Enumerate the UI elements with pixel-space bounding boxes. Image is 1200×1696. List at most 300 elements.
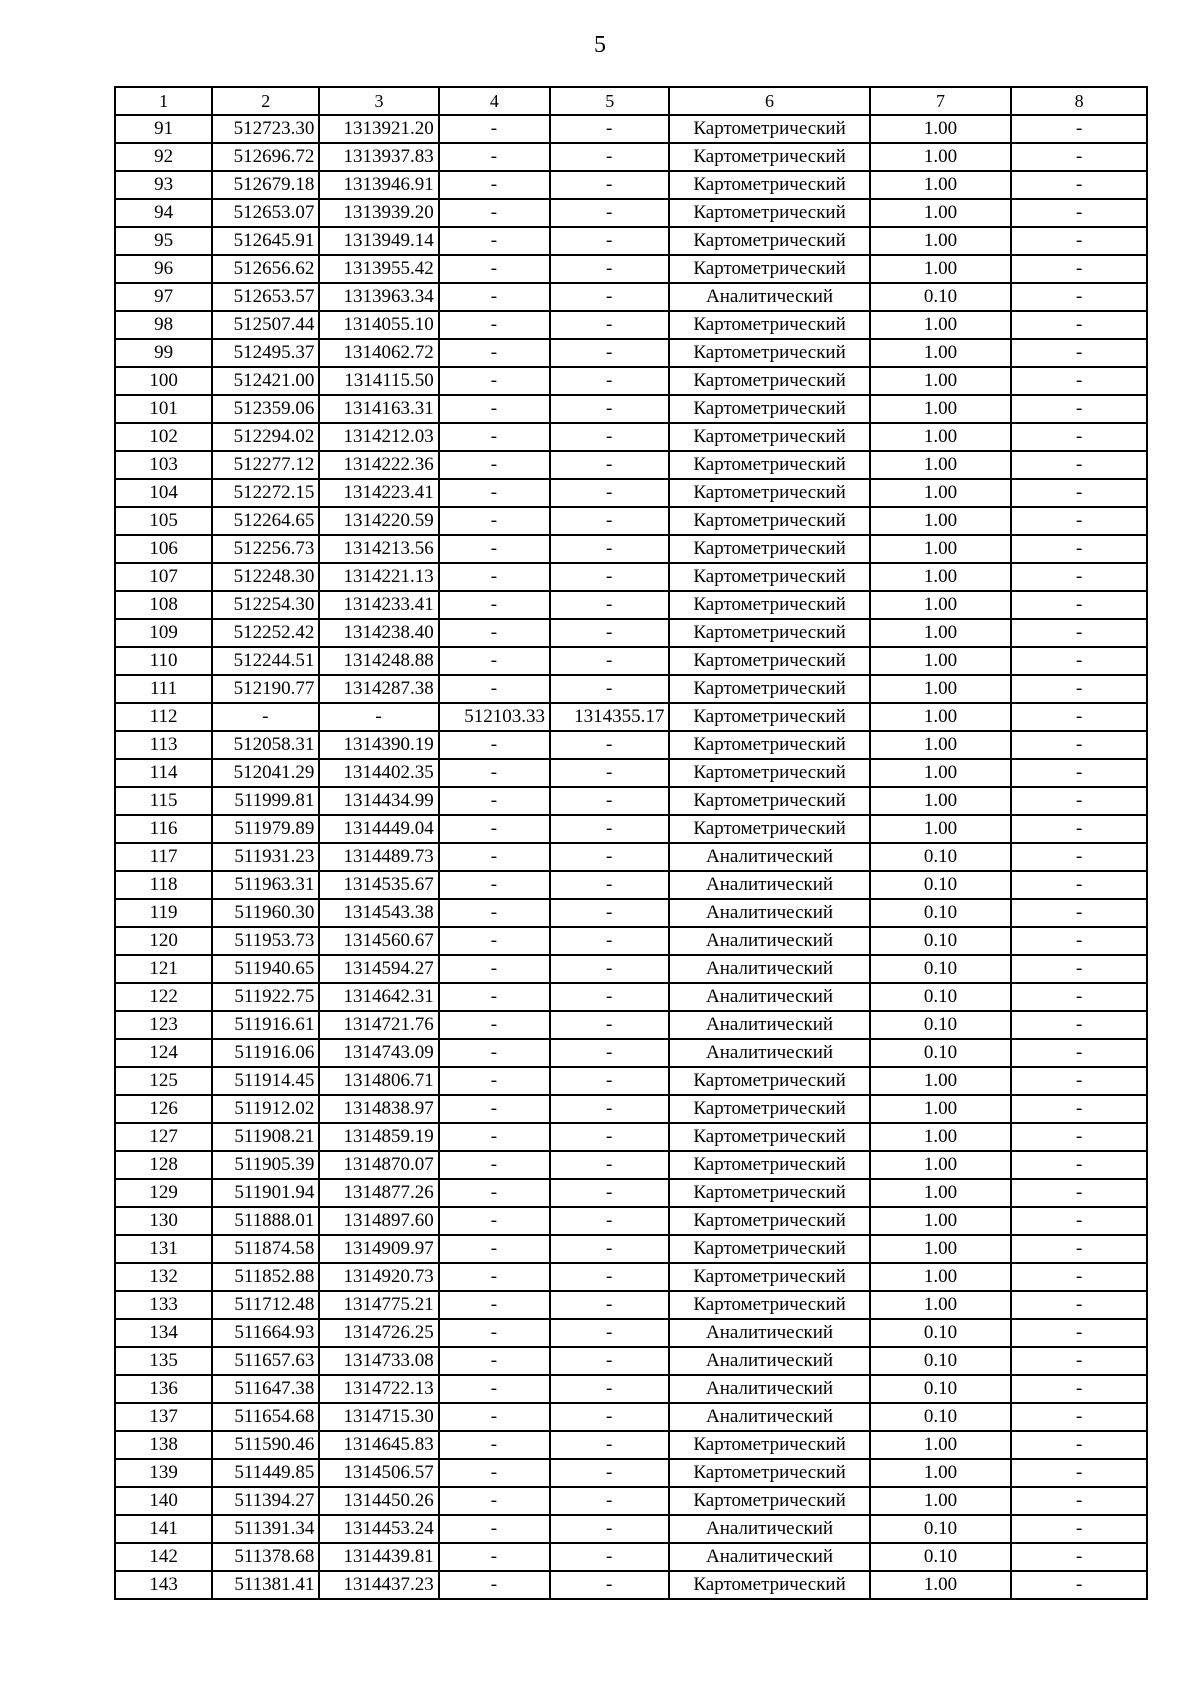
- table-cell-col-6: Картометрический: [669, 1487, 869, 1515]
- table-cell-col-3: 1314434.99: [319, 787, 438, 815]
- table-cell-col-2: 512244.51: [212, 647, 319, 675]
- table-cell-col-8: -: [1011, 1431, 1147, 1459]
- table-cell-col-5: -: [550, 871, 669, 899]
- table-cell-col-6: Аналитический: [669, 1011, 869, 1039]
- table-cell-col-2: 512041.29: [212, 759, 319, 787]
- table-cell-col-3: 1314645.83: [319, 1431, 438, 1459]
- table-cell-col-3: 1314489.73: [319, 843, 438, 871]
- table-row: [115, 1291, 1147, 1319]
- table-cell-col-3: 1314212.03: [319, 423, 438, 451]
- table-cell-col-5: -: [550, 283, 669, 311]
- table-cell-col-6: Картометрический: [669, 199, 869, 227]
- table-row: [115, 1151, 1147, 1179]
- table-row: [115, 1011, 1147, 1039]
- table-cell-col-7: 1.00: [870, 507, 1012, 535]
- table-row: [115, 367, 1147, 395]
- table-cell-col-8: -: [1011, 1291, 1147, 1319]
- table-row: [115, 1263, 1147, 1291]
- table-row: [115, 731, 1147, 759]
- table-cell-col-4: -: [439, 927, 550, 955]
- table-cell-col-4: -: [439, 1431, 550, 1459]
- table-cell-col-5: -: [550, 675, 669, 703]
- table-cell-col-3: 1314877.26: [319, 1179, 438, 1207]
- table-cell-col-5: -: [550, 1291, 669, 1319]
- table-row: [115, 591, 1147, 619]
- table-row: [115, 255, 1147, 283]
- table-cell-col-4: -: [439, 1347, 550, 1375]
- table-cell-col-5: -: [550, 1571, 669, 1599]
- table-cell-col-4: -: [439, 1403, 550, 1431]
- table-row: [115, 955, 1147, 983]
- table-cell-col-3: 1314222.36: [319, 451, 438, 479]
- table-cell-col-1: 118: [115, 871, 212, 899]
- table-cell-col-6: Картометрический: [669, 647, 869, 675]
- table-cell-col-8: -: [1011, 983, 1147, 1011]
- table-cell-col-3: 1314437.23: [319, 1571, 438, 1599]
- table-cell-col-4: -: [439, 339, 550, 367]
- table-cell-col-2: 511664.93: [212, 1319, 319, 1347]
- table-cell-col-5: -: [550, 1179, 669, 1207]
- table-cell-col-7: 1.00: [870, 479, 1012, 507]
- table-cell-col-7: 0.10: [870, 1039, 1012, 1067]
- table-cell-col-6: Картометрический: [669, 1459, 869, 1487]
- table-cell-col-3: 1313939.20: [319, 199, 438, 227]
- table-cell-col-3: 1314213.56: [319, 535, 438, 563]
- table-cell-col-1: 133: [115, 1291, 212, 1319]
- table-cell-col-8: -: [1011, 227, 1147, 255]
- table-cell-col-4: -: [439, 871, 550, 899]
- table-cell-col-2: 512277.12: [212, 451, 319, 479]
- table-cell-col-8: -: [1011, 1067, 1147, 1095]
- table-cell-col-1: 95: [115, 227, 212, 255]
- table-cell-col-7: 1.00: [870, 115, 1012, 143]
- table-cell-col-7: 1.00: [870, 199, 1012, 227]
- table-row: [115, 143, 1147, 171]
- table-cell-col-6: Картометрический: [669, 507, 869, 535]
- table-cell-col-6: Картометрический: [669, 1095, 869, 1123]
- table-cell-col-3: 1314449.04: [319, 815, 438, 843]
- table-cell-col-1: 139: [115, 1459, 212, 1487]
- table-row: [115, 1403, 1147, 1431]
- table-cell-col-1: 119: [115, 899, 212, 927]
- table-cell-col-1: 124: [115, 1039, 212, 1067]
- table-cell-col-7: 0.10: [870, 1375, 1012, 1403]
- table-cell-col-6: Картометрический: [669, 1291, 869, 1319]
- table-row: [115, 535, 1147, 563]
- table-cell-col-2: 512653.07: [212, 199, 319, 227]
- table-cell-col-8: -: [1011, 255, 1147, 283]
- table-row: [115, 675, 1147, 703]
- table-cell-col-3: 1314909.97: [319, 1235, 438, 1263]
- table-cell-col-7: 1.00: [870, 367, 1012, 395]
- table-cell-col-6: Аналитический: [669, 955, 869, 983]
- table-cell-col-3: 1314233.41: [319, 591, 438, 619]
- table-row: [115, 1123, 1147, 1151]
- table-cell-col-1: 112: [115, 703, 212, 731]
- table-row: [115, 1459, 1147, 1487]
- table-row: [115, 311, 1147, 339]
- table-cell-col-5: -: [550, 955, 669, 983]
- table-cell-col-6: Картометрический: [669, 1151, 869, 1179]
- table-cell-col-3: 1314642.31: [319, 983, 438, 1011]
- table-cell-col-1: 91: [115, 115, 212, 143]
- table-cell-col-7: 0.10: [870, 1319, 1012, 1347]
- table-cell-col-2: 511922.75: [212, 983, 319, 1011]
- table-cell-col-1: 104: [115, 479, 212, 507]
- table-cell-col-2: 511905.39: [212, 1151, 319, 1179]
- table-cell-col-5: -: [550, 143, 669, 171]
- table-cell-col-2: 511888.01: [212, 1207, 319, 1235]
- table-cell-col-2: 512248.30: [212, 563, 319, 591]
- table-cell-col-4: -: [439, 1375, 550, 1403]
- table-cell-col-5: -: [550, 591, 669, 619]
- table-cell-col-1: 143: [115, 1571, 212, 1599]
- table-cell-col-5: -: [550, 1207, 669, 1235]
- table-cell-col-5: -: [550, 563, 669, 591]
- table-cell-col-1: 126: [115, 1095, 212, 1123]
- table-cell-col-8: -: [1011, 199, 1147, 227]
- table-cell-col-1: 92: [115, 143, 212, 171]
- table-cell-col-1: 120: [115, 927, 212, 955]
- table-cell-col-8: -: [1011, 507, 1147, 535]
- table-cell-col-1: 135: [115, 1347, 212, 1375]
- table-cell-col-3: 1314055.10: [319, 311, 438, 339]
- table-row: [115, 1515, 1147, 1543]
- table-row: [115, 1319, 1147, 1347]
- table-cell-col-2: 511914.45: [212, 1067, 319, 1095]
- table-cell-col-2: 511979.89: [212, 815, 319, 843]
- table-cell-col-8: -: [1011, 451, 1147, 479]
- table-cell-col-2: 511963.31: [212, 871, 319, 899]
- table-row: [115, 1487, 1147, 1515]
- table-cell-col-5: -: [550, 1235, 669, 1263]
- table-cell-col-4: 512103.33: [439, 703, 550, 731]
- table-cell-col-5: -: [550, 535, 669, 563]
- table-cell-col-7: 0.10: [870, 1347, 1012, 1375]
- table-cell-col-8: -: [1011, 143, 1147, 171]
- table-cell-col-7: 0.10: [870, 1515, 1012, 1543]
- page-number: 5: [594, 32, 606, 58]
- table-row: [115, 1179, 1147, 1207]
- table-cell-col-7: 1.00: [870, 1431, 1012, 1459]
- table-cell-col-1: 94: [115, 199, 212, 227]
- table-cell-col-2: 512507.44: [212, 311, 319, 339]
- table-row: [115, 871, 1147, 899]
- table-cell-col-7: 1.00: [870, 423, 1012, 451]
- table-cell-col-5: -: [550, 1123, 669, 1151]
- table-cell-col-7: 1.00: [870, 1459, 1012, 1487]
- table-cell-col-3: 1314859.19: [319, 1123, 438, 1151]
- table-cell-col-8: -: [1011, 1151, 1147, 1179]
- table-cell-col-3: 1314726.25: [319, 1319, 438, 1347]
- table-cell-col-1: 99: [115, 339, 212, 367]
- table-cell-col-6: Аналитический: [669, 1319, 869, 1347]
- table-cell-col-6: Картометрический: [669, 703, 869, 731]
- table-cell-col-2: 511449.85: [212, 1459, 319, 1487]
- table-cell-col-6: Аналитический: [669, 1375, 869, 1403]
- table-cell-col-6: Картометрический: [669, 227, 869, 255]
- table-cell-col-5: -: [550, 367, 669, 395]
- table-cell-col-4: -: [439, 395, 550, 423]
- table-cell-col-7: 1.00: [870, 731, 1012, 759]
- table-cell-col-3: 1314838.97: [319, 1095, 438, 1123]
- table-cell-col-8: -: [1011, 423, 1147, 451]
- table-cell-col-1: 93: [115, 171, 212, 199]
- table-cell-col-8: -: [1011, 1179, 1147, 1207]
- table-cell-col-2: 512495.37: [212, 339, 319, 367]
- table-cell-col-2: 512421.00: [212, 367, 319, 395]
- table-cell-col-5: -: [550, 1459, 669, 1487]
- table-cell-col-7: 0.10: [870, 955, 1012, 983]
- table-cell-col-3: 1314535.67: [319, 871, 438, 899]
- table-cell-col-4: -: [439, 1291, 550, 1319]
- table-cell-col-5: -: [550, 1515, 669, 1543]
- table-cell-col-7: 1.00: [870, 1487, 1012, 1515]
- table-cell-col-8: -: [1011, 1207, 1147, 1235]
- table-cell-col-4: -: [439, 815, 550, 843]
- table-cell-col-6: Аналитический: [669, 283, 869, 311]
- table-cell-col-7: 1.00: [870, 675, 1012, 703]
- table-cell-col-7: 1.00: [870, 1095, 1012, 1123]
- table-cell-col-7: 1.00: [870, 647, 1012, 675]
- table-cell-col-7: 1.00: [870, 171, 1012, 199]
- table-row: [115, 479, 1147, 507]
- table-cell-col-2: 511381.41: [212, 1571, 319, 1599]
- table-cell-col-3: 1314238.40: [319, 619, 438, 647]
- table-cell-col-6: Картометрический: [669, 311, 869, 339]
- table-cell-col-6: Картометрический: [669, 535, 869, 563]
- table-cell-col-5: -: [550, 199, 669, 227]
- table-cell-col-8: -: [1011, 367, 1147, 395]
- table-cell-col-6: Аналитический: [669, 899, 869, 927]
- table-cell-col-8: -: [1011, 703, 1147, 731]
- table-row: [115, 507, 1147, 535]
- table-cell-col-4: -: [439, 983, 550, 1011]
- table-cell-col-7: 1.00: [870, 619, 1012, 647]
- table-cell-col-1: 136: [115, 1375, 212, 1403]
- table-cell-col-2: 511712.48: [212, 1291, 319, 1319]
- table-cell-col-5: -: [550, 1347, 669, 1375]
- table-cell-col-8: -: [1011, 675, 1147, 703]
- table-cell-col-2: 511912.02: [212, 1095, 319, 1123]
- table-cell-col-5: -: [550, 731, 669, 759]
- table-cell-col-4: -: [439, 227, 550, 255]
- table-cell-col-6: Картометрический: [669, 451, 869, 479]
- table-cell-col-1: 122: [115, 983, 212, 1011]
- table-cell-col-7: 1.00: [870, 395, 1012, 423]
- table-cell-col-5: -: [550, 843, 669, 871]
- table-cell-col-7: 1.00: [870, 1263, 1012, 1291]
- table-cell-col-1: 113: [115, 731, 212, 759]
- table-row: [115, 339, 1147, 367]
- table-cell-col-1: 108: [115, 591, 212, 619]
- table-cell-col-7: 1.00: [870, 1571, 1012, 1599]
- table-cell-col-1: 141: [115, 1515, 212, 1543]
- table-cell-col-3: 1314402.35: [319, 759, 438, 787]
- table-cell-col-8: -: [1011, 955, 1147, 983]
- table-cell-col-6: Картометрический: [669, 815, 869, 843]
- table-cell-col-7: 1.00: [870, 1235, 1012, 1263]
- table-cell-col-1: 100: [115, 367, 212, 395]
- table-cell-col-4: -: [439, 1459, 550, 1487]
- table-cell-col-2: 512256.73: [212, 535, 319, 563]
- table-cell-col-2: 511391.34: [212, 1515, 319, 1543]
- table-cell-col-3: 1313937.83: [319, 143, 438, 171]
- table-cell-col-2: 512264.65: [212, 507, 319, 535]
- table-cell-col-1: 101: [115, 395, 212, 423]
- table-cell-col-1: 102: [115, 423, 212, 451]
- table-cell-col-5: -: [550, 115, 669, 143]
- table-cell-col-7: 0.10: [870, 1543, 1012, 1571]
- table-cell-col-5: -: [550, 1543, 669, 1571]
- table-cell-col-5: -: [550, 899, 669, 927]
- table-cell-col-7: 0.10: [870, 843, 1012, 871]
- table-row: [115, 759, 1147, 787]
- table-cell-col-2: 511654.68: [212, 1403, 319, 1431]
- table-cell-col-7: 1.00: [870, 311, 1012, 339]
- column-header-6: 6: [669, 87, 869, 115]
- table-row: [115, 1039, 1147, 1067]
- table-cell-col-5: -: [550, 647, 669, 675]
- column-header-3: 3: [319, 87, 438, 115]
- table-cell-col-3: 1314721.76: [319, 1011, 438, 1039]
- table-cell-col-1: 103: [115, 451, 212, 479]
- table-cell-col-4: -: [439, 255, 550, 283]
- table-cell-col-7: 1.00: [870, 1179, 1012, 1207]
- table-cell-col-1: 110: [115, 647, 212, 675]
- table-cell-col-2: 511901.94: [212, 1179, 319, 1207]
- table-cell-col-8: -: [1011, 1459, 1147, 1487]
- table-cell-col-7: 1.00: [870, 591, 1012, 619]
- table-row: [115, 843, 1147, 871]
- table-cell-col-7: 1.00: [870, 255, 1012, 283]
- table-cell-col-8: -: [1011, 535, 1147, 563]
- column-header-5: 5: [550, 87, 669, 115]
- table-cell-col-2: 511647.38: [212, 1375, 319, 1403]
- table-cell-col-3: 1314115.50: [319, 367, 438, 395]
- table-cell-col-5: -: [550, 339, 669, 367]
- table-cell-col-5: -: [550, 1403, 669, 1431]
- table-cell-col-5: -: [550, 423, 669, 451]
- table-row: [115, 171, 1147, 199]
- table-cell-col-3: 1314715.30: [319, 1403, 438, 1431]
- table-cell-col-4: -: [439, 115, 550, 143]
- table-cell-col-2: 511916.61: [212, 1011, 319, 1039]
- table-row: [115, 1067, 1147, 1095]
- table-cell-col-4: -: [439, 899, 550, 927]
- table-cell-col-5: -: [550, 619, 669, 647]
- table-cell-col-6: Картометрический: [669, 1123, 869, 1151]
- table-cell-col-7: 0.10: [870, 927, 1012, 955]
- table-cell-col-2: 511940.65: [212, 955, 319, 983]
- table-row: [115, 619, 1147, 647]
- table-cell-col-1: 111: [115, 675, 212, 703]
- table-cell-col-4: -: [439, 367, 550, 395]
- table-cell-col-4: -: [439, 311, 550, 339]
- table-cell-col-3: 1313921.20: [319, 115, 438, 143]
- table-cell-col-7: 0.10: [870, 283, 1012, 311]
- table-cell-col-3: 1314743.09: [319, 1039, 438, 1067]
- table-cell-col-7: 1.00: [870, 1123, 1012, 1151]
- table-cell-col-5: -: [550, 1095, 669, 1123]
- table-row: [115, 1571, 1147, 1599]
- table-cell-col-6: Картометрический: [669, 1207, 869, 1235]
- table-row: [115, 563, 1147, 591]
- table-cell-col-5: -: [550, 927, 669, 955]
- table-cell-col-6: Аналитический: [669, 843, 869, 871]
- table-cell-col-4: -: [439, 1515, 550, 1543]
- table-cell-col-1: 105: [115, 507, 212, 535]
- table-cell-col-2: 511908.21: [212, 1123, 319, 1151]
- table-cell-col-4: -: [439, 535, 550, 563]
- table-cell-col-8: -: [1011, 899, 1147, 927]
- table-cell-col-5: -: [550, 983, 669, 1011]
- table-cell-col-2: 512723.30: [212, 115, 319, 143]
- table-cell-col-6: Картометрический: [669, 171, 869, 199]
- table-cell-col-4: -: [439, 451, 550, 479]
- table-cell-col-5: -: [550, 395, 669, 423]
- table-cell-col-3: 1314543.38: [319, 899, 438, 927]
- column-header-2: 2: [212, 87, 319, 115]
- table-cell-col-6: Аналитический: [669, 871, 869, 899]
- table-cell-col-5: -: [550, 311, 669, 339]
- table-cell-col-4: -: [439, 1123, 550, 1151]
- table-cell-col-8: -: [1011, 1011, 1147, 1039]
- table-cell-col-4: -: [439, 759, 550, 787]
- table-cell-col-8: -: [1011, 395, 1147, 423]
- table-cell-col-4: -: [439, 283, 550, 311]
- column-header-7: 7: [870, 87, 1012, 115]
- table-cell-col-2: 512272.15: [212, 479, 319, 507]
- table-cell-col-6: Аналитический: [669, 1039, 869, 1067]
- table-cell-col-5: -: [550, 1319, 669, 1347]
- table-cell-col-3: 1313949.14: [319, 227, 438, 255]
- table-cell-col-1: 97: [115, 283, 212, 311]
- table-cell-col-3: 1314287.38: [319, 675, 438, 703]
- table-cell-col-5: -: [550, 255, 669, 283]
- table-cell-col-6: Картометрический: [669, 367, 869, 395]
- table-row: [115, 283, 1147, 311]
- table-row: [115, 1431, 1147, 1459]
- table-cell-col-3: 1314560.67: [319, 927, 438, 955]
- table-cell-col-3: 1314506.57: [319, 1459, 438, 1487]
- table-row: [115, 1347, 1147, 1375]
- table-cell-col-6: Аналитический: [669, 1543, 869, 1571]
- table-cell-col-8: -: [1011, 283, 1147, 311]
- table-cell-col-5: -: [550, 1151, 669, 1179]
- table-cell-col-1: 107: [115, 563, 212, 591]
- table-cell-col-8: -: [1011, 927, 1147, 955]
- table-cell-col-6: Картометрический: [669, 143, 869, 171]
- table-cell-col-2: 511916.06: [212, 1039, 319, 1067]
- table-cell-col-7: 1.00: [870, 451, 1012, 479]
- table-cell-col-8: -: [1011, 1487, 1147, 1515]
- table-cell-col-1: 134: [115, 1319, 212, 1347]
- table-cell-col-3: 1314450.26: [319, 1487, 438, 1515]
- table-cell-col-8: -: [1011, 1347, 1147, 1375]
- table-cell-col-2: 511657.63: [212, 1347, 319, 1375]
- table-row: [115, 787, 1147, 815]
- table-cell-col-1: 142: [115, 1543, 212, 1571]
- table-row: [115, 1543, 1147, 1571]
- table-cell-col-1: 98: [115, 311, 212, 339]
- table-cell-col-7: 1.00: [870, 1291, 1012, 1319]
- table-cell-col-4: -: [439, 1151, 550, 1179]
- table-cell-col-1: 138: [115, 1431, 212, 1459]
- table-cell-col-4: -: [439, 143, 550, 171]
- table-cell-col-6: Картометрический: [669, 255, 869, 283]
- table-cell-col-4: -: [439, 1095, 550, 1123]
